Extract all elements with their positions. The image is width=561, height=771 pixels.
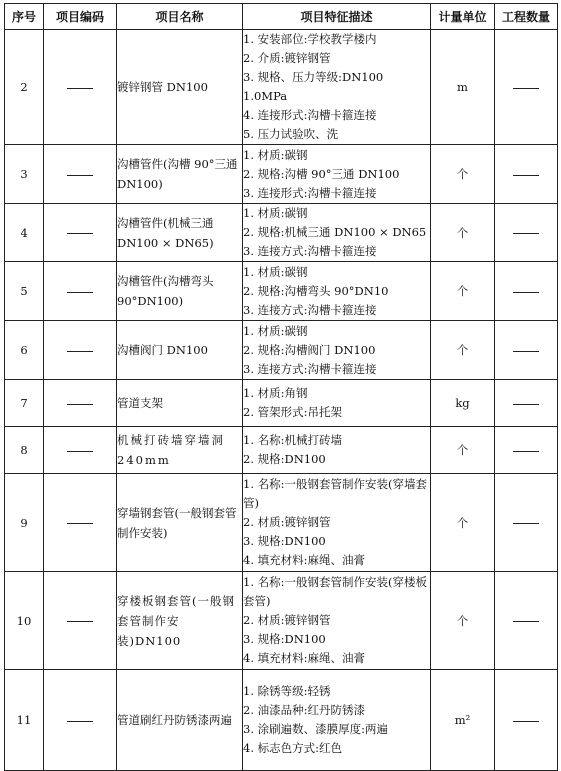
unit-cell: kg	[431, 380, 495, 427]
empty-dash	[513, 88, 539, 89]
table-row	[5, 321, 558, 380]
item-code-cell	[44, 572, 117, 670]
bill-of-quantities-table	[4, 3, 558, 771]
unit-cell: 个	[431, 474, 495, 572]
item-description-cell	[243, 262, 431, 321]
item-name-cell	[117, 321, 243, 380]
empty-dash	[513, 233, 539, 234]
item-name: 穿楼板钢套管(一般钢套管制作安装)DN100	[117, 593, 235, 648]
quantity-cell	[495, 572, 558, 670]
unit-cell: 个	[431, 572, 495, 670]
row-number: 5	[5, 262, 44, 321]
description-line: 2. 介质:镀锌钢管	[243, 51, 331, 65]
row-number: 10	[5, 572, 44, 670]
description-line: 4. 填充材料:麻绳、油膏	[243, 651, 366, 665]
description-line: 1. 材质:碳钢	[243, 323, 308, 338]
empty-dash	[67, 292, 93, 293]
quantity-cell	[495, 670, 558, 771]
unit-cell: 个	[431, 321, 495, 380]
row-number: 3	[5, 145, 44, 204]
empty-dash	[513, 451, 539, 452]
description-line: 1. 材质:碳钢	[243, 206, 308, 220]
quantity-cell	[495, 262, 558, 321]
row-number: 9	[5, 474, 44, 572]
description-line: 5. 压力试验吹、洗	[243, 127, 339, 141]
description-line: 4. 标志色方式:红色	[243, 741, 343, 755]
item-name: 沟槽管件(机械三通 DN100 × DN65)	[117, 215, 214, 250]
description-line: 3. 连接方式:沟槽卡箍连接	[243, 302, 377, 317]
empty-dash	[513, 351, 539, 352]
item-code-cell	[44, 262, 117, 321]
description-line: 1. 材质:碳钢	[243, 264, 308, 279]
item-code-cell	[44, 145, 117, 204]
description-line: 1. 名称:机械打砖墙	[243, 433, 343, 447]
item-name: 沟槽阀门 DN100	[117, 343, 208, 357]
empty-dash	[513, 292, 539, 293]
item-description-cell	[243, 30, 431, 145]
item-name: 穿墙钢套管(一般钢套管制作安装)	[117, 505, 237, 540]
table-row	[5, 572, 558, 670]
empty-dash	[513, 175, 539, 176]
description-line: 3. 涂刷遍数、漆膜厚度:两遍	[243, 722, 389, 736]
row-number: 2	[5, 30, 44, 145]
table-row	[5, 670, 558, 771]
item-name-cell	[117, 204, 243, 262]
empty-dash	[67, 233, 93, 234]
quantity-cell	[495, 427, 558, 474]
quantity-cell	[495, 474, 558, 572]
header-qty: 工程数量	[495, 4, 558, 30]
header-unit: 计量单位	[431, 4, 495, 30]
description-line: 3. 规格:DN100	[243, 534, 326, 548]
item-name-cell	[117, 262, 243, 321]
description-line: 2. 管架形式:吊托架	[243, 405, 343, 419]
table-row	[5, 204, 558, 262]
item-name: 管道支架	[117, 396, 163, 410]
header-code: 项目编码	[44, 4, 117, 30]
empty-dash	[67, 523, 93, 524]
description-line: 3. 连接方式:沟槽卡箍连接	[243, 244, 377, 258]
table-row	[5, 145, 558, 204]
table-row	[5, 380, 558, 427]
unit-cell: 个	[431, 204, 495, 262]
empty-dash	[67, 404, 93, 405]
quantity-cell	[495, 30, 558, 145]
table-row	[5, 427, 558, 474]
item-description-cell	[243, 427, 431, 474]
table-row	[5, 474, 558, 572]
header-row	[5, 4, 558, 30]
quantity-cell	[495, 380, 558, 427]
description-line: 4. 填充材料:麻绳、油膏	[243, 553, 366, 567]
row-number: 11	[5, 670, 44, 771]
item-code-cell	[44, 204, 117, 262]
unit-cell: 个	[431, 145, 495, 204]
unit-cell: m	[431, 30, 495, 145]
empty-dash	[67, 721, 93, 722]
description-line: 2. 油漆品种:红丹防锈漆	[243, 703, 366, 717]
unit-cell: 个	[431, 262, 495, 321]
description-line: 3. 规格:DN100	[243, 632, 326, 646]
empty-dash	[513, 721, 539, 722]
item-name: 沟槽管件(沟槽弯头 90°DN100)	[117, 274, 214, 308]
row-number: 6	[5, 321, 44, 380]
quantity-cell	[495, 204, 558, 262]
item-name: 沟槽管件(沟槽 90°三通 DN100)	[117, 157, 238, 191]
item-description-cell	[243, 572, 431, 670]
description-line: 1. 名称:一般钢套管制作安装(穿楼板套管)	[243, 575, 427, 608]
row-number: 8	[5, 427, 44, 474]
description-line: 2. 材质:镀锌钢管	[243, 613, 331, 627]
item-code-cell	[44, 321, 117, 380]
empty-dash	[513, 621, 539, 622]
item-description-cell	[243, 670, 431, 771]
description-line: 1. 安装部位:学校教学楼内	[243, 32, 377, 46]
description-line: 2. 规格:DN100	[243, 452, 326, 466]
quantity-cell	[495, 145, 558, 204]
header-name: 项目名称	[117, 4, 243, 30]
item-name: 镀锌钢管 DN100	[117, 80, 208, 94]
item-code-cell	[44, 380, 117, 427]
description-line: 2. 规格:沟槽 90°三通 DN100	[243, 166, 400, 181]
item-description-cell	[243, 145, 431, 204]
empty-dash	[67, 351, 93, 352]
description-line: 1. 除锈等级:轻锈	[243, 684, 331, 698]
row-number: 4	[5, 204, 44, 262]
item-description-cell	[243, 321, 431, 380]
unit-cell: m²	[431, 670, 495, 771]
table-row	[5, 30, 558, 145]
item-code-cell	[44, 30, 117, 145]
empty-dash	[67, 451, 93, 452]
description-line: 2. 规格:沟槽阀门 DN100	[243, 342, 376, 357]
item-code-cell	[44, 427, 117, 474]
item-name: 管道刷红丹防锈漆两遍	[117, 713, 232, 727]
description-line: 2. 规格:机械三通 DN100 × DN65	[243, 225, 427, 239]
empty-dash	[513, 404, 539, 405]
description-line: 1. 材质:碳钢	[243, 147, 308, 162]
description-line: 3. 连接方式:沟槽卡箍连接	[243, 361, 377, 376]
unit-cell: 个	[431, 427, 495, 474]
item-name: 机械打砖墙穿墙洞 240mm	[117, 433, 225, 467]
empty-dash	[513, 523, 539, 524]
item-code-cell	[44, 474, 117, 572]
header-no: 序号	[5, 4, 44, 30]
item-description-cell	[243, 204, 431, 262]
header-desc: 项目特征描述	[243, 4, 431, 30]
description-line: 3. 规格、压力等级:DN100 1.0MPa	[243, 70, 384, 103]
description-line: 2. 规格:沟槽弯头 90°DN10	[243, 283, 389, 298]
table-row	[5, 262, 558, 321]
item-name-cell	[117, 30, 243, 145]
description-line: 2. 材质:镀锌钢管	[243, 515, 331, 529]
item-name-cell	[117, 572, 243, 670]
item-name-cell	[117, 145, 243, 204]
item-description-cell	[243, 380, 431, 427]
row-number: 7	[5, 380, 44, 427]
item-name-cell	[117, 427, 243, 474]
empty-dash	[67, 88, 93, 89]
item-description-cell	[243, 474, 431, 572]
item-name-cell	[117, 670, 243, 771]
table-body	[5, 30, 558, 771]
empty-dash	[67, 621, 93, 622]
description-line: 4. 连接形式:沟槽卡箍连接	[243, 108, 377, 122]
item-name-cell	[117, 380, 243, 427]
item-code-cell	[44, 670, 117, 771]
description-line: 1. 材质:角钢	[243, 386, 308, 400]
item-name-cell	[117, 474, 243, 572]
quantity-cell	[495, 321, 558, 380]
description-line: 1. 名称:一般钢套管制作安装(穿墙套管)	[243, 477, 427, 510]
description-line: 3. 连接形式:沟槽卡箍连接	[243, 185, 377, 200]
empty-dash	[67, 175, 93, 176]
